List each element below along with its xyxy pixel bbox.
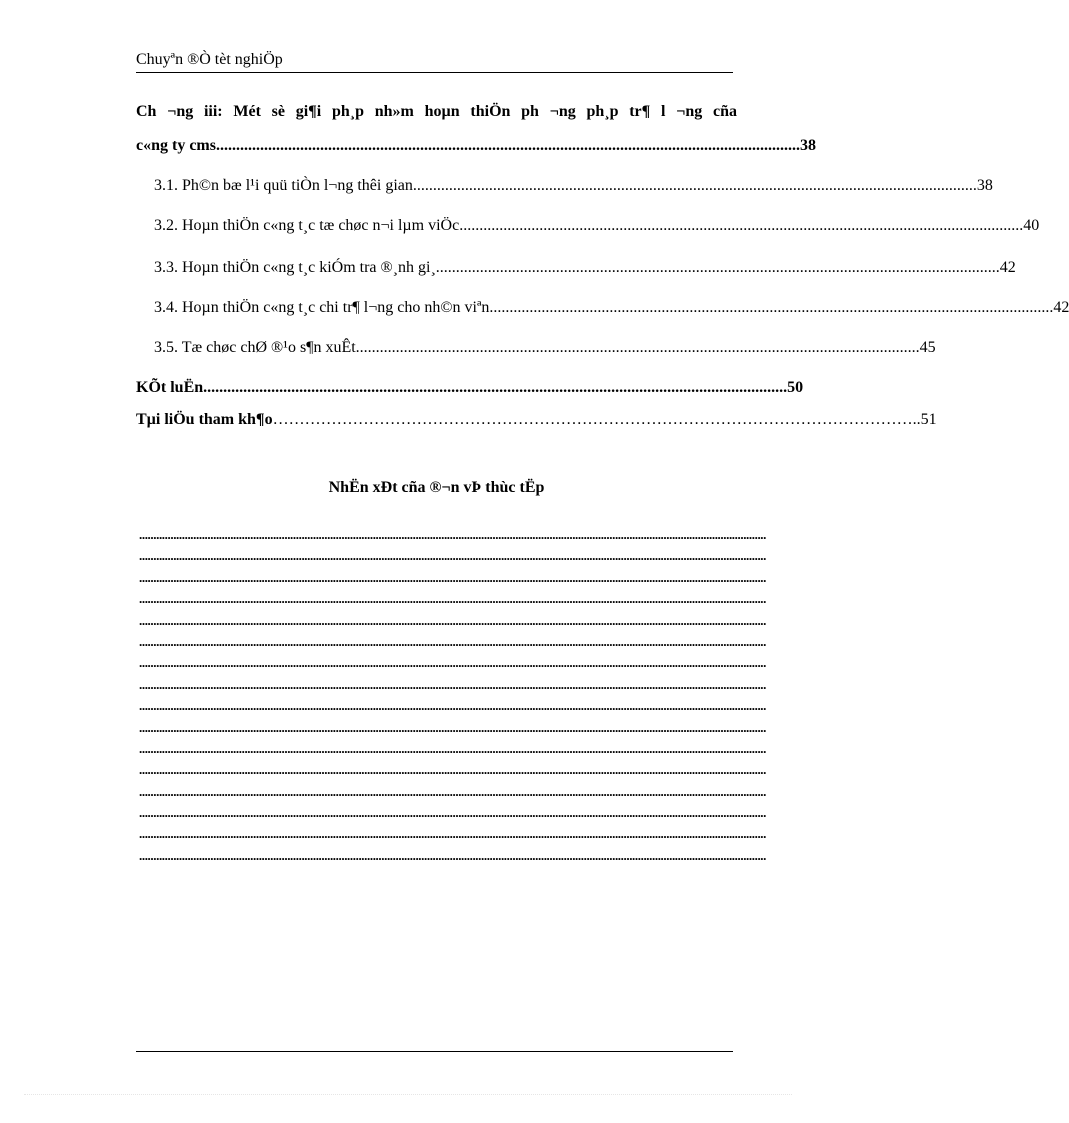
review-dotted-line[interactable]: ............................................................................................................................................................................................................................: [139, 719, 767, 735]
toc-leader: ............................................................................................................................................: [493, 299, 1054, 316]
toc-leader: ............................................................................................................................................: [359, 339, 920, 356]
toc-page-number: 45: [919, 339, 936, 356]
toc-page-number: 38: [799, 137, 816, 154]
review-dotted-line[interactable]: ............................................................................................................................................................................................................................: [139, 655, 767, 671]
toc-page-number: 50: [787, 379, 804, 396]
review-dotted-line[interactable]: ............................................................................................................................................................................................................................: [139, 569, 767, 585]
toc-leader: ............................................................................................................................................: [416, 177, 977, 194]
toc-item-title: 3.5. Tæ chøc chØ ®¹o s¶n xuÊt.: [154, 339, 360, 356]
toc-item[interactable]: [154, 338, 936, 358]
toc-page-number: 38: [976, 177, 993, 194]
review-dotted-line[interactable]: ............................................................................................................................................................................................................................: [139, 591, 767, 607]
review-dotted-line[interactable]: ............................................................................................................................................................................................................................: [139, 783, 767, 799]
toc-conclusion[interactable]: [136, 378, 804, 398]
toc-item-title: 3.3. Hoµn thiÖn c«ng t¸c kiÓm tra ®¸nh gi¸.: [154, 259, 440, 276]
toc-conclusion-title: KÕt luËn: [136, 379, 204, 396]
toc-item-title: 3.2. Hoµn thiÖn c«ng t¸c tæ chøc n¬i lµm viÖc.: [154, 217, 464, 234]
toc-page-number: ..51: [912, 411, 937, 428]
toc-leader: ............................................................................................................................................: [463, 217, 1024, 234]
review-writing-area[interactable]: [139, 524, 767, 866]
toc-leader: …………………………………………………………………………………………………………: [272, 411, 913, 428]
review-dotted-line[interactable]: ............................................................................................................................................................................................................................: [139, 826, 767, 842]
toc-item[interactable]: [154, 258, 1016, 278]
review-dotted-line[interactable]: ............................................................................................................................................................................................................................: [139, 527, 767, 542]
review-dotted-line[interactable]: ............................................................................................................................................................................................................................: [139, 633, 767, 649]
page-header: [136, 50, 733, 73]
review-section-title: NhËn xÐt cña ®¬n vÞ thùc tËp: [328, 479, 545, 496]
toc-leader: ..................................................................................................................................................: [203, 379, 788, 396]
toc-item-title: 3.1. Ph©n bæ l¹i quü tiÒn l¬ng thêi gian.: [154, 177, 417, 194]
header-title: Chuyªn ®Ò tèt nghiÖp: [136, 51, 283, 68]
toc-chapter-heading[interactable]: Ch ¬ng iii: Mét sè gi¶i ph¸p nh»m hoµn thiÖn ph ¬ng ph¸p tr¶ l ¬ng cña: [136, 103, 737, 120]
review-dotted-line[interactable]: ............................................................................................................................................................................................................................: [139, 548, 767, 564]
toc-page-number: 42: [999, 259, 1016, 276]
toc-item[interactable]: [154, 176, 993, 196]
toc-item[interactable]: [154, 298, 1069, 318]
review-dotted-line[interactable]: ............................................................................................................................................................................................................................: [139, 740, 767, 756]
toc-chapter-heading-cont[interactable]: [136, 136, 816, 156]
toc-references-title: Tµi liÖu tham kh¶o: [136, 411, 273, 428]
toc-page-number: 42: [1053, 299, 1069, 316]
review-dotted-line[interactable]: ............................................................................................................................................................................................................................: [139, 805, 767, 821]
toc-chapter-company: c«ng ty cms: [136, 137, 216, 154]
toc-page-number: 40: [1023, 217, 1040, 234]
review-dotted-line[interactable]: ............................................................................................................................................................................................................................: [139, 847, 767, 863]
toc-item-title: 3.4. Hoµn thiÖn c«ng t¸c chi tr¶ l¬ng cho nh©n viªn.: [154, 299, 494, 316]
footer-divider: [136, 1051, 733, 1052]
review-dotted-line[interactable]: ............................................................................................................................................................................................................................: [139, 612, 767, 628]
review-dotted-line[interactable]: ............................................................................................................................................................................................................................: [139, 676, 767, 692]
review-dotted-line[interactable]: ............................................................................................................................................................................................................................: [139, 762, 767, 778]
toc-leader: ............................................................................................................................................: [439, 259, 1000, 276]
toc-leader: ..................................................................................................................................................: [215, 137, 800, 154]
toc-item[interactable]: [154, 216, 1040, 236]
page-bottom-edge: [24, 1094, 792, 1095]
review-dotted-line[interactable]: ............................................................................................................................................................................................................................: [139, 698, 767, 714]
toc-references[interactable]: [136, 410, 937, 430]
